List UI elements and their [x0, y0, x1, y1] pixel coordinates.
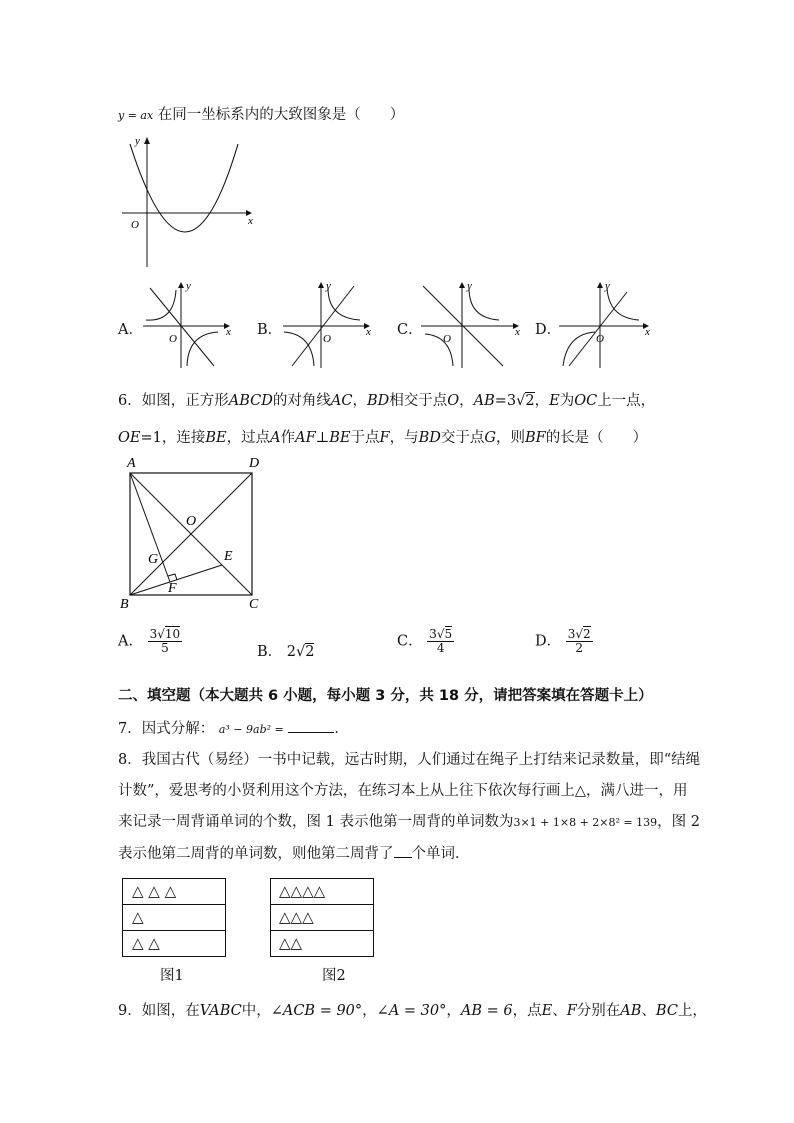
- y-axis-label: y: [135, 135, 140, 147]
- hyperbola-branch-3: [284, 332, 314, 366]
- line-graph: [150, 288, 214, 366]
- q8-line-3: 来记录一周背诵单词的个数，图 1 表示他第一周背的单词数为3×1 + 1×8 + 2×8² = 139，图 2: [118, 814, 700, 830]
- label-f: F: [168, 581, 177, 596]
- origin-label: O: [169, 333, 177, 345]
- origin-label: O: [443, 333, 451, 345]
- q5-option-b-graph: [278, 280, 378, 370]
- q8-line-4: 表示他第二周背的单词数，则他第二周背了 个单词．: [118, 846, 470, 862]
- answer-blank[interactable]: [288, 720, 334, 733]
- x-axis-label: x: [226, 326, 231, 338]
- hyperbola-branch-1: [328, 288, 360, 320]
- hyperbola-branch-2: [146, 290, 176, 320]
- label-e: E: [224, 549, 233, 564]
- x-axis-label: x: [248, 215, 253, 227]
- q6-option-c: C． $\frac{3√5}{4}$: [397, 627, 453, 656]
- q5-option-c-graph: [417, 280, 527, 370]
- fraction: $\frac{3√5}{4}$: [429, 627, 453, 656]
- label-a: A: [127, 456, 136, 471]
- y-axis-arrow: [318, 282, 324, 288]
- q7: 7．因式分解： a³ − 9ab² = ．: [118, 721, 349, 737]
- section-2-heading: 二、填空题（本大题共 6 小题，每小题 3 分，共 18 分，请把答案填在答题卡上）: [118, 688, 653, 704]
- q5-lead-formula: y = ax: [118, 109, 154, 122]
- q8-line-1: 8．我国古代（易经）一书中记载，远古时期，人们通过在绳子上打结来记录数量，即“结绳: [118, 752, 701, 768]
- fig1-row-2: △: [123, 905, 225, 931]
- fig2-row-2: △△△: [271, 905, 373, 931]
- q6-option-b: B． 2√2: [257, 644, 315, 660]
- hyperbola-branch-3: [563, 332, 595, 366]
- origin-label: O: [596, 333, 604, 345]
- q9: 9．如图，在VABC中，∠ACB = 90°，∠A = 30°，AB = 6，点E、F分别在AB、BC上，: [118, 1003, 707, 1019]
- fraction: $\frac{3√10}{5}$: [149, 627, 181, 656]
- hyperbola-branch-4: [187, 332, 218, 366]
- q6-line-1: 6．如图，正方形ABCD的对角线AC，BD相交于点O，AB=3√2，E为OC上一点，: [118, 393, 656, 409]
- q5-option-c-letter: C．: [397, 322, 423, 338]
- x-axis-label: x: [645, 326, 650, 338]
- q8-figure-1: [122, 878, 226, 957]
- q5-main-graph: [118, 132, 258, 272]
- q8-line-2: 计数”，爱思考的小贤利用这个方法，在练习本上从上往下依次每行画上△，满八进一，用: [118, 783, 688, 799]
- sqrt-icon: √: [516, 393, 526, 409]
- y-axis-arrow: [597, 282, 603, 288]
- label-b: B: [120, 597, 129, 612]
- y-axis-label: y: [186, 280, 191, 292]
- q8-figure-1-caption: 图1: [160, 968, 184, 984]
- q6-option-d: D． $\frac{3√2}{2}$: [535, 627, 591, 656]
- q5-option-a-graph: [138, 280, 238, 370]
- q5-stem: [118, 103, 404, 124]
- fig1-row-3: △ △: [132, 934, 160, 952]
- label-d: D: [249, 456, 260, 471]
- y-axis-label: y: [605, 280, 610, 292]
- q5-option-a-letter: A．: [118, 322, 143, 338]
- q6-square-figure: [118, 452, 278, 614]
- y-axis-arrow: [178, 282, 184, 288]
- answer-blank[interactable]: [394, 845, 412, 858]
- y-axis-label: y: [467, 280, 472, 292]
- q5-stem-text: 在同一坐标系内的大致图象是（ ）: [157, 107, 405, 123]
- x-axis-label: x: [515, 326, 520, 338]
- label-g: G: [148, 552, 159, 567]
- y-axis-label: y: [326, 280, 331, 292]
- fig2-row-3: △△: [279, 934, 303, 952]
- origin-label: O: [131, 219, 139, 231]
- line-graph: [569, 292, 627, 366]
- hyperbola-branch-1: [469, 288, 499, 320]
- y-axis-arrow: [144, 137, 150, 144]
- q5-option-d-letter: D．: [535, 322, 562, 338]
- hyperbola-branch-1: [607, 288, 639, 320]
- q5-option-b-letter: B．: [257, 322, 283, 338]
- label-c: C: [249, 597, 259, 612]
- fraction: $\frac{3√2}{2}$: [567, 627, 591, 656]
- fig1-row-1: △ △ △: [123, 879, 225, 905]
- q6-option-a: A． $\frac{3√10}{5}$: [118, 627, 181, 656]
- origin-label: O: [323, 333, 331, 345]
- q8-figure-2-caption: 图2: [322, 968, 346, 984]
- q5-option-d-graph: [555, 280, 665, 370]
- x-axis-label: x: [366, 326, 371, 338]
- parabola-curve: [130, 144, 238, 232]
- q8-figure-2: [270, 878, 374, 957]
- label-o: O: [186, 514, 197, 529]
- q6-line-2: OE=1，连接BE，过点A作AF⊥BE于点F，与BD交于点G，则BF的长是（ ）: [118, 430, 648, 446]
- fig2-row-1: △△△△: [271, 879, 373, 905]
- y-axis-arrow: [459, 282, 465, 288]
